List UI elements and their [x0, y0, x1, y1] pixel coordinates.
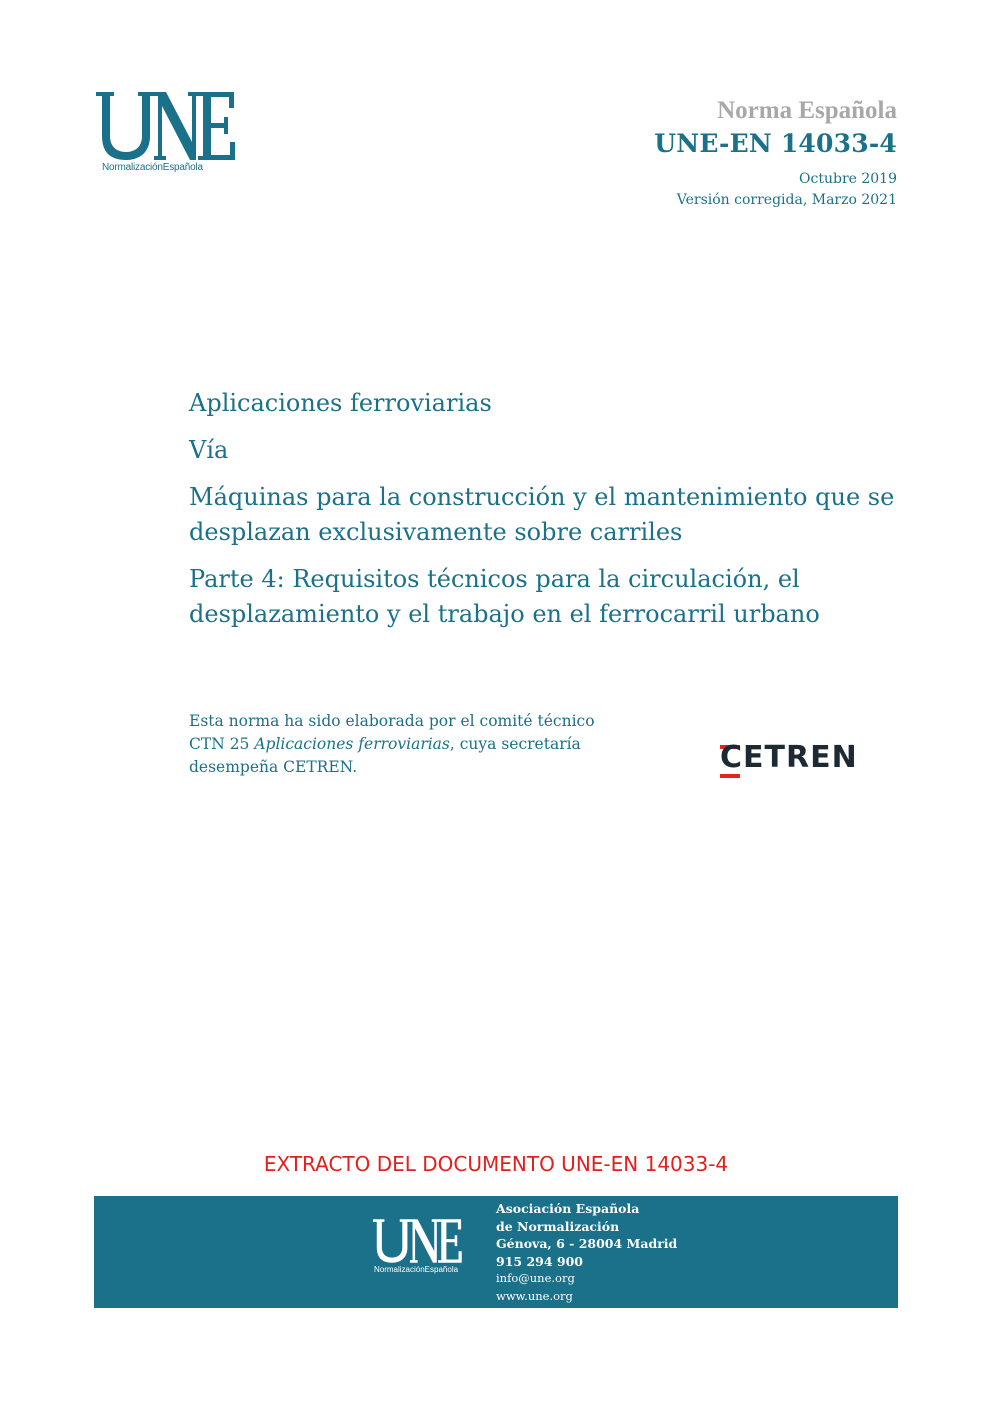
- norma-label: Norma Española: [717, 97, 897, 124]
- une-logo-mark: [94, 90, 236, 162]
- title-line: Aplicaciones ferroviarias: [189, 389, 492, 417]
- une-logo: [94, 90, 236, 173]
- document-titles: [189, 386, 909, 644]
- footer-logo-caption: NormalizaciónEspañola: [374, 1265, 459, 1274]
- title-line: Máquinas para la construcción y el mantenimiento que se desplazan exclusivamente sobre carriles: [189, 483, 895, 546]
- footer-phone: 915 294 900: [496, 1253, 583, 1269]
- une-logo-caption: NormalizaciónEspañola: [102, 162, 203, 173]
- footer-bar: [94, 1196, 898, 1308]
- committee-name: Aplicaciones ferroviarias: [254, 735, 450, 753]
- footer-contact: [496, 1200, 677, 1305]
- title-line: Parte 4: Requisitos técnicos para la circulación, el desplazamiento y el trabajo en el ferrocarril urbano: [189, 565, 820, 628]
- revision-date: Versión corregida, Marzo 2021: [676, 192, 897, 208]
- footer-address: Génova, 6 - 28004 Madrid: [496, 1236, 678, 1251]
- committee-statement: [189, 710, 659, 779]
- footer-une-logo-mark: [368, 1218, 466, 1264]
- footer-org-name: de Normalización: [496, 1218, 620, 1234]
- footer-website[interactable]: www.une.org: [496, 1288, 573, 1303]
- footer-email[interactable]: info@une.org: [496, 1271, 575, 1285]
- cetren-logo: [720, 742, 865, 780]
- committee-line: desempeña CETREN.: [189, 758, 358, 776]
- committee-line: CTN 25 Aplicaciones ferroviarias, cuya secretaría: [189, 735, 581, 753]
- title-line: Vía: [189, 436, 229, 464]
- committee-line: Esta norma ha sido elaborada por el comité técnico: [189, 712, 595, 730]
- standard-header: [654, 95, 897, 211]
- standard-code: UNE-EN 14033-4: [654, 129, 897, 158]
- cetren-logo-text: CETREN: [720, 740, 858, 775]
- extract-notice: EXTRACTO DEL DOCUMENTO UNE-EN 14033-4: [263, 1152, 729, 1176]
- publication-date: Octubre 2019: [799, 171, 897, 187]
- footer-org-name: Asociación Española: [496, 1201, 640, 1216]
- footer-une-logo: [368, 1218, 466, 1274]
